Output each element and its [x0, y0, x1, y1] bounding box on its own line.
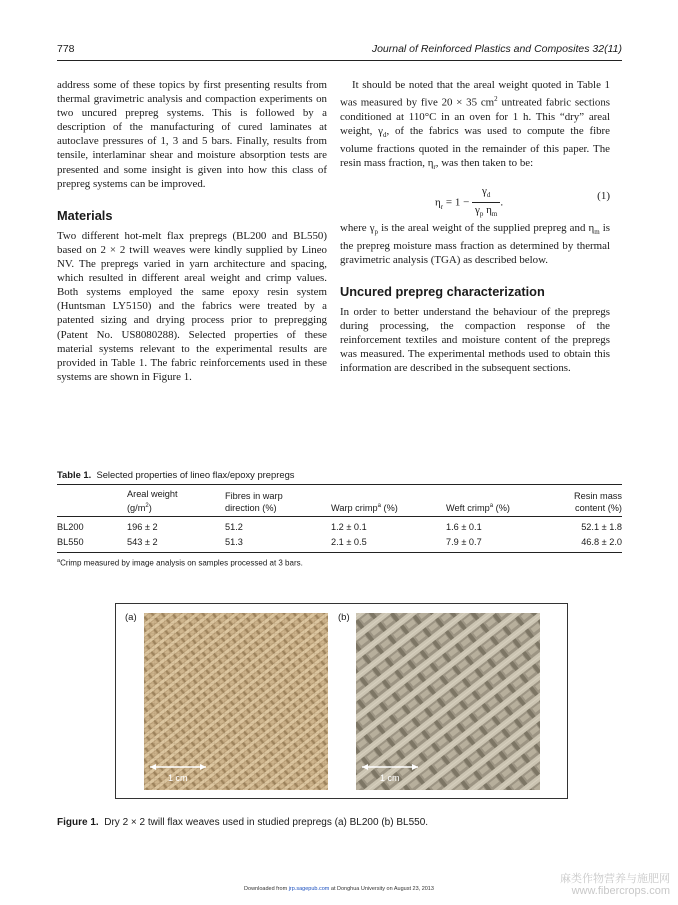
- table-caption: Table 1. Selected properties of lineo flax/epoxy prepregs: [57, 469, 295, 480]
- col-warp-crimp: Warp crimp$^a$ (%): [331, 502, 398, 513]
- col-weft-crimp: Weft crimp$^a$ (%): [446, 502, 510, 513]
- col-areal-weight: Areal weight $(g/m^2)$: [127, 489, 178, 513]
- journal-title: Journal of Reinforced Plastics and Composites 32(11): [371, 43, 622, 55]
- right-column: [340, 78, 610, 376]
- uncured-heading: Uncured prepreg characterization: [340, 283, 545, 299]
- figure-caption: Figure 1. Dry 2 × 2 twill flax weaves used in studied prepregs (a) BL200 (b) BL550.: [57, 817, 429, 828]
- col-fibres-warp: Fibres in warp direction (%): [225, 491, 283, 513]
- table-row: BL200 196 ± 2 51.2 1.2 ± 0.1 1.6 ± 0.1 52.1 ± 1.8: [57, 522, 622, 533]
- panel-label-a: (a): [125, 612, 137, 623]
- where-paragraph: where $\gamma_p$ is the areal weight of the supplied prepreg and $\eta_m$ is the prepreg moisture mass fraction as determined by thermal gravimetric analysis (TGA) as described below.: [340, 221, 610, 266]
- intro-paragraph: address some of these topics by first presenting results from thermal gravimetric analysis and compaction experiments on two uncured prepreg systems. This is followed by a description of the manufacturing of cured laminates at autoclave pressures of 1, 3 and 5 bars. Finally, results from tensile, interlaminar shear and moisture absorption tests are presented and some insight is given into how this class of prepreg systems can be improved.: [57, 79, 327, 190]
- header-rule: [57, 60, 622, 61]
- bl200-weave-photo: [144, 613, 328, 790]
- scale-bar-label-a: 1 cm: [168, 773, 188, 783]
- col-resin-mass: Resin mass content (%): [574, 491, 622, 513]
- panel-label-b: (b): [338, 612, 350, 623]
- journal-link[interactable]: jrp.sagepub.com: [288, 886, 330, 892]
- materials-heading: Materials: [57, 207, 113, 223]
- table-1: [57, 486, 622, 553]
- materials-paragraph: Two different hot-melt flax prepregs (BL200 and BL550) based on 2 × 2 twill weaves were kindly supplied by Lineo NV. The prepregs varied in yarn architecture and spacing, which resulted in different areal weight and crimp values. Both systems employed the same epoxy resin system (Huntsman LY5150) and the fabrics were treated by a patented sizing and drying process prior to prepregging (Patent No. US8080288). Selected properties of these material systems relevant to the experimental results are provided in Table 1. The fabric reinforcements used in these systems are shown in Figure 1.: [57, 229, 327, 383]
- left-column: [57, 78, 327, 384]
- equation-fraction: $\frac{\gamma_d}{\gamma_p \eta_m}$: [472, 185, 500, 221]
- bl550-weave-photo: [356, 613, 540, 790]
- equation-1: $\eta_r = 1$ − $\frac{\gamma_d}{\gamma_p \eta_m}$ . (1): [340, 181, 610, 217]
- watermark: 麻类作物营养与施肥网 www.fibercrops.com: [560, 873, 670, 897]
- equation-number: (1): [597, 189, 610, 202]
- uncured-paragraph: In order to better understand the behaviour of the prepregs during processing, the compaction response of the reinforcement textiles and moisture content of the prepregs was measured. The experimental methods used to obtain this information are described in the subsequent sections.: [340, 306, 610, 375]
- scale-bar-label-b: 1 cm: [380, 773, 400, 783]
- table-footnote: $^a$Crimp measured by image analysis on samples processed at 3 bars.: [57, 558, 303, 568]
- table-top-rule: [57, 484, 622, 485]
- table-row: BL550 543 ± 2 51.3 2.1 ± 0.5 7.9 ± 0.7 46.8 ± 2.0: [57, 535, 622, 553]
- figure-1: [115, 603, 568, 799]
- page-number: 778: [57, 43, 75, 55]
- download-footer: Downloaded from jrp.sagepub.com at Donghua University on August 23, 2013: [244, 886, 434, 892]
- areal-weight-paragraph: It should be noted that the areal weight quoted in Table 1 was measured by five 20 × 35 $cm^2$ untreated fabric sections conditioned at 110°C in an oven for 1 h. This “dry” areal weight, $\gamma_d$, of the fabrics was used to compute the fibre volume fractions quoted in the remainder of this paper. The resin mass fraction, $\eta_r$, was then taken to be:: [340, 79, 610, 172]
